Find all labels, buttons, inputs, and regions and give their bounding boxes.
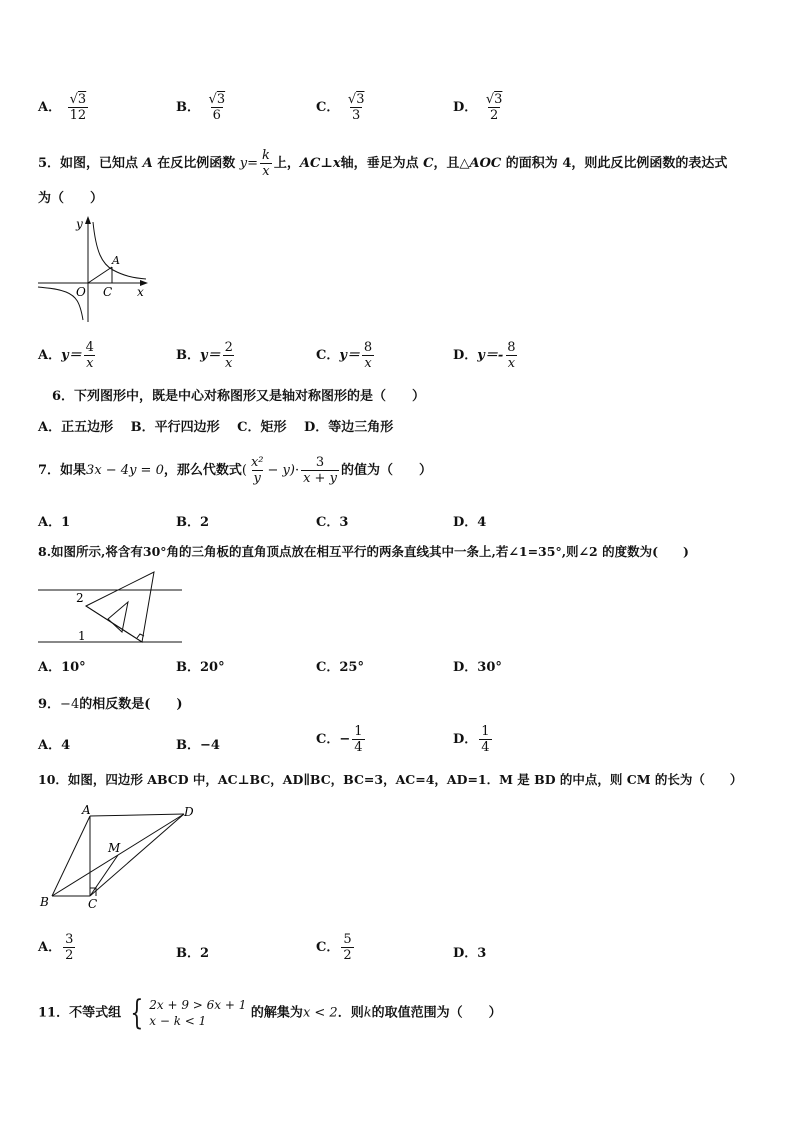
q6-options: A．正五边形 B．平行四边形 C．矩形 D．等边三角形 (38, 420, 394, 435)
q8-option-a: A．10° (38, 660, 86, 675)
q10-option-a: A． $\frac{3}{2}$ (38, 932, 74, 963)
segment-cd (90, 814, 184, 896)
q4-option-a: A． $\frac{√3}{12}$ (38, 92, 87, 123)
q9-stem: 9．−4的相反数是( ) (38, 697, 183, 712)
q10-option-c: C． $\frac{5}{2}$ (316, 932, 352, 963)
label-x: x (137, 285, 144, 299)
q11-stem: 11．不等式组 { 2x + 9 > 6x + 1 x − k < 1 的解集为x < 2．则k的取值范围为（ ） (38, 993, 502, 1033)
label-d: D (184, 805, 194, 819)
label-m: M (108, 841, 121, 855)
q5-option-c: C．y＝ $\frac{8}{x}$ (316, 340, 373, 371)
label-c: C (88, 897, 98, 911)
q7-option-d: D．4 (453, 515, 487, 530)
inequality-system: { 2x + 9 > 6x + 1 x − k < 1 (129, 993, 247, 1033)
q8-stem: 8.如图所示,将含有30°角的三角板的直角顶点放在相互平行的两条直线其中一条上,若∠1=35°,则∠2 的度数为( ) (38, 544, 689, 559)
label-y: y (76, 217, 83, 231)
q5-option-b: B．y＝ $\frac{2}{x}$ (176, 340, 233, 371)
q7-option-a: A．1 (38, 515, 71, 530)
q4-option-d: D． $\frac{√3}{2}$ (453, 92, 503, 123)
label-a: A (112, 254, 120, 267)
q10-option-b: B．2 (176, 946, 210, 961)
inequality-2: x − k < 1 (149, 1014, 207, 1028)
q4-option-b: B． $\frac{√3}{6}$ (176, 92, 226, 123)
q5-option-a: A．y＝ $\frac{4}{x}$ (38, 340, 94, 371)
hyperbola-branch-1 (93, 222, 146, 279)
segment-oa (88, 267, 112, 283)
set-square-inner (108, 602, 128, 632)
label-o: O (76, 285, 86, 299)
q10-stem: 10．如图，四边形 ABCD 中，AC⊥BC，AD∥BC，BC=3，AC=4，AD=1．M 是 BD 的中点，则 CM 的长为（ ） (38, 772, 743, 787)
q5-stem-line2: 为（ ） (38, 191, 104, 206)
q5-stem: 5．如图，已知点 A 在反比例函数 y= $\frac{k}{x}$ 上，AC⊥x轴，垂足为点 C，且△AOC 的面积为 4，则此反比例函数的表达式 (38, 148, 728, 179)
q9-option-b: B．−4 (176, 738, 220, 753)
q8-option-b: B．20° (176, 660, 225, 675)
q10-option-d: D．3 (453, 946, 487, 961)
inequality-1: 2x + 9 > 6x + 1 (149, 998, 247, 1012)
angle-2-label: 2 (76, 591, 84, 605)
label-c: C (103, 285, 113, 299)
set-square (86, 572, 154, 642)
q7-option-b: B．2 (176, 515, 210, 530)
q5-option-d: D．y＝- $\frac{8}{x}$ (453, 340, 516, 371)
label-b: B (40, 895, 49, 909)
q9-option-d: D． $\frac{1}{4}$ (453, 724, 490, 755)
q5-figure (36, 212, 156, 327)
q7-stem: 7．如果3x − 4y = 0，那么代数式( $\frac{\text{x²}}{y}$ − y)· $\frac{3}{x + y}$ 的值为（ ） (38, 455, 432, 486)
q8-option-c: C．25° (316, 660, 364, 675)
angle-1-label: 1 (78, 629, 86, 643)
q7-option-c: C．3 (316, 515, 349, 530)
q8-option-d: D．30° (453, 660, 502, 675)
segment-ad (90, 814, 184, 816)
label-a: A (82, 803, 91, 817)
q4-option-c: C． $\frac{√3}{3}$ (316, 92, 365, 123)
q9-option-a: A．4 (38, 738, 71, 753)
q8-figure (36, 566, 184, 646)
q9-option-c: C．− $\frac{1}{4}$ (316, 724, 363, 755)
q10-figure (36, 802, 206, 912)
q6-stem: 6．下列图形中，既是中心对称图形又是轴对称图形的是（ ） (52, 389, 426, 404)
